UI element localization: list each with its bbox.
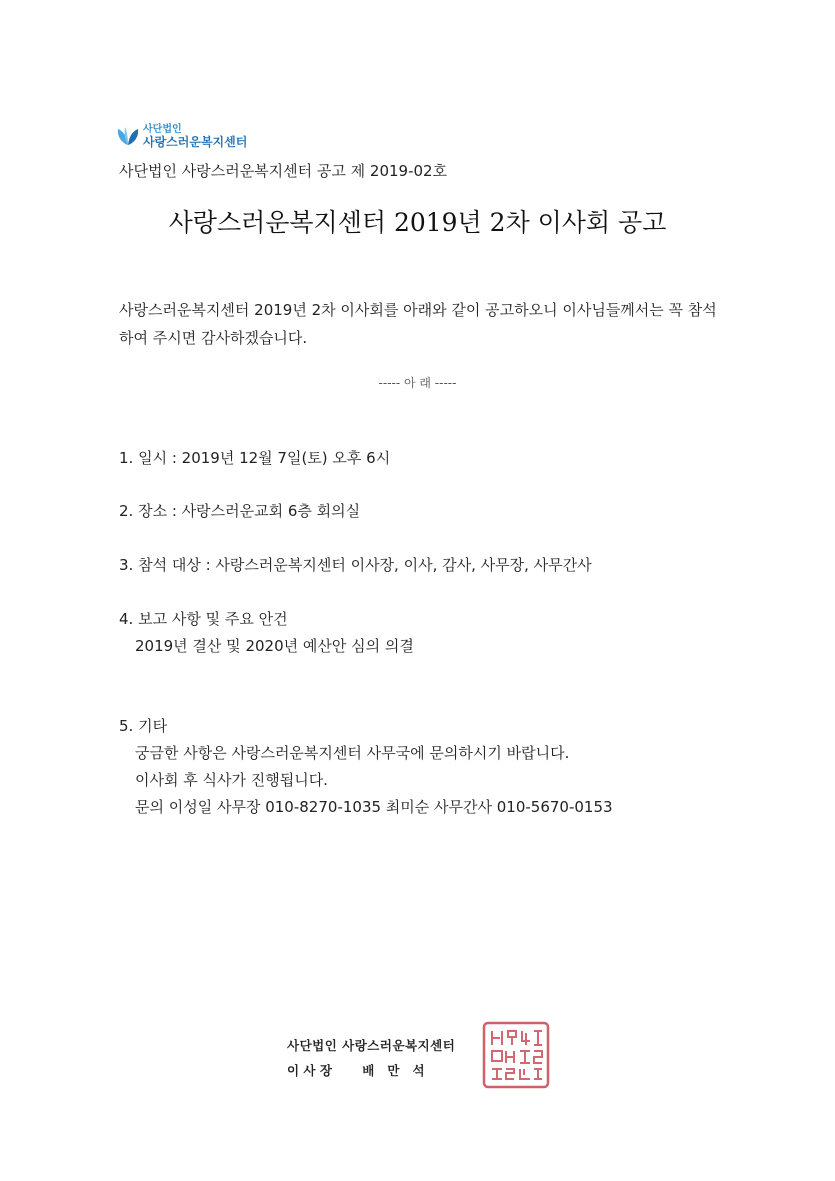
footer-organization: 사단법인 사랑스러운복지센터 — [287, 1038, 456, 1053]
etc-line: 이사회 후 식사가 진행됩니다. — [135, 771, 328, 789]
item-attendees — [119, 552, 592, 579]
official-seal-stamp — [482, 1021, 550, 1089]
item-heading: 1. 일시 : 2019년 12월 7일(토) 오후 6시 — [119, 449, 391, 467]
footer-name: 배 만 석 — [362, 1063, 425, 1078]
agenda-line: 2019년 결산 및 2020년 예산안 심의 의결 — [135, 637, 414, 655]
item-agenda — [119, 606, 414, 660]
footer-position: 이 사 장 — [287, 1063, 332, 1078]
item-heading: 5. 기타 — [119, 717, 168, 735]
etc-line: 문의 이성일 사무장 010-8270-1035 최미순 사무간사 010-5670-0153 — [135, 798, 613, 816]
notice-number: 사단법인 사랑스러운복지센터 공고 제 2019-02호 — [119, 162, 448, 180]
logo-subtitle: 사단법인 — [143, 124, 182, 135]
item-date — [119, 445, 390, 472]
intro-paragraph: 사랑스러운복지센터 2019년 2차 이사회를 아래와 같이 공고하오니 이사님들께서는 꼭 참석 하여 주시면 감사하겠습니다. — [119, 301, 717, 347]
page-title: 사랑스러운복지센터 2019년 2차 이사회 공고 — [168, 208, 667, 237]
item-location — [119, 498, 360, 525]
etc-line: 궁금한 사항은 사랑스러운복지센터 사무국에 문의하시기 바랍니다. — [135, 744, 570, 762]
organization-logo — [116, 123, 247, 149]
item-etc — [119, 713, 613, 821]
item-heading: 2. 장소 : 사랑스러운교회 6층 회의실 — [119, 502, 361, 520]
butterfly-logo-icon — [116, 123, 140, 149]
footer-representative — [287, 1061, 425, 1079]
item-heading: 3. 참석 대상 : 사랑스러운복지센터 이사장, 이사, 감사, 사무장, 사무간사 — [119, 556, 592, 574]
section-divider: ----- 아 래 ----- — [378, 376, 457, 390]
item-heading: 4. 보고 사항 및 주요 안건 — [119, 610, 288, 628]
logo-name: 사랑스러운복지센터 — [143, 135, 248, 149]
